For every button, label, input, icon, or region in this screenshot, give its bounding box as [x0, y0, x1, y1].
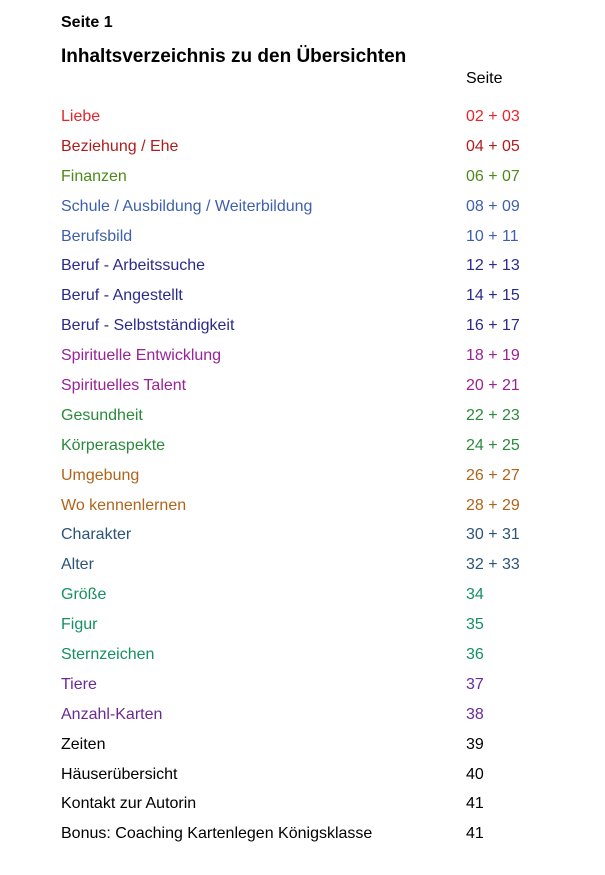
toc-entry-pages: 02 + 03: [466, 108, 520, 125]
toc-entry-title: Berufsbild: [61, 227, 133, 245]
toc-entry[interactable]: [0, 287, 605, 317]
toc-entry[interactable]: [0, 317, 605, 347]
toc-entry-title: Kontakt zur Autorin: [61, 795, 197, 813]
toc-entry[interactable]: [0, 228, 605, 258]
toc-entry-pages: 32 + 33: [466, 556, 520, 574]
toc-entry-title: Schule / Ausbildung / Weiterbildung: [61, 197, 313, 215]
toc-entry[interactable]: [0, 556, 605, 586]
toc-entry[interactable]: [0, 736, 605, 766]
toc-entry-pages: 41: [466, 825, 484, 843]
toc-entry-title: Beruf - Selbstständigkeit: [61, 317, 235, 335]
toc-entry-pages: 36: [466, 646, 484, 664]
toc-entry-title: Beruf - Arbeitssuche: [61, 257, 206, 275]
toc-entry-pages: 14 + 15: [466, 287, 520, 305]
toc-entry-pages: 26 + 27: [466, 466, 520, 484]
toc-entry[interactable]: [0, 377, 605, 407]
table-of-contents: [0, 108, 605, 855]
toc-entry-title: Liebe: [61, 108, 101, 125]
toc-entry-title: Sternzeichen: [61, 646, 155, 664]
toc-entry-title: Tiere: [61, 675, 97, 693]
toc-entry[interactable]: [0, 825, 605, 855]
toc-entry[interactable]: [0, 407, 605, 437]
toc-entry-title: Körperaspekte: [61, 436, 166, 454]
toc-entry-title: Bonus: Coaching Kartenlegen Königsklasse: [61, 825, 373, 843]
toc-entry[interactable]: [0, 497, 605, 527]
toc-entry[interactable]: [0, 198, 605, 228]
toc-entry-pages: 04 + 05: [466, 137, 520, 155]
toc-entry-title: Gesundheit: [61, 406, 143, 424]
toc-entry-title: Häuserübersicht: [61, 765, 178, 783]
toc-entry-pages: 16 + 17: [466, 317, 520, 335]
toc-entry[interactable]: [0, 646, 605, 676]
toc-entry[interactable]: [0, 257, 605, 287]
toc-entry-pages: 40: [466, 765, 484, 783]
toc-entry-title: Umgebung: [61, 466, 140, 484]
toc-entry[interactable]: [0, 526, 605, 556]
toc-entry-pages: 39: [466, 735, 484, 753]
toc-entry[interactable]: [0, 676, 605, 706]
toc-entry-title: Anzahl-Karten: [61, 705, 163, 723]
toc-entry-title: Beruf - Angestellt: [61, 287, 183, 305]
toc-entry[interactable]: [0, 706, 605, 736]
toc-entry-title: Alter: [61, 556, 94, 574]
toc-entry[interactable]: [0, 138, 605, 168]
toc-entry-pages: 22 + 23: [466, 406, 520, 424]
toc-entry-pages: 37: [466, 675, 484, 693]
toc-entry[interactable]: [0, 108, 605, 138]
toc-entry[interactable]: [0, 467, 605, 497]
toc-entry[interactable]: [0, 616, 605, 646]
document-title: Inhaltsverzeichnis zu den Übersichten: [61, 46, 407, 67]
toc-entry-pages: 24 + 25: [466, 436, 520, 454]
toc-entry[interactable]: [0, 437, 605, 467]
toc-entry-title: Finanzen: [61, 167, 127, 185]
page-number-label: Seite 1: [61, 14, 113, 31]
toc-entry-pages: 08 + 09: [466, 197, 520, 215]
toc-entry-pages: 30 + 31: [466, 526, 520, 544]
toc-entry-pages: 12 + 13: [466, 257, 520, 275]
toc-entry-pages: 18 + 19: [466, 347, 520, 365]
toc-entry-title: Spirituelle Entwicklung: [61, 347, 222, 365]
toc-entry-title: Zeiten: [61, 735, 106, 753]
toc-entry[interactable]: [0, 168, 605, 198]
toc-entry-title: Figur: [61, 616, 98, 634]
toc-entry-pages: 20 + 21: [466, 377, 520, 395]
toc-entry[interactable]: [0, 586, 605, 616]
toc-entry[interactable]: [0, 347, 605, 377]
toc-entry-pages: 34: [466, 586, 484, 604]
toc-entry[interactable]: [0, 766, 605, 796]
toc-entry-title: Spirituelles Talent: [61, 377, 187, 395]
toc-entry[interactable]: [0, 795, 605, 825]
pages-column-header: Seite: [466, 70, 503, 87]
toc-entry-pages: 35: [466, 616, 484, 634]
toc-entry-pages: 38: [466, 705, 484, 723]
toc-entry-pages: 28 + 29: [466, 496, 520, 514]
toc-entry-title: Charakter: [61, 526, 132, 544]
toc-entry-pages: 10 + 11: [466, 227, 519, 245]
toc-entry-title: Wo kennenlernen: [61, 496, 187, 514]
toc-entry-title: Größe: [61, 586, 107, 604]
toc-entry-pages: 06 + 07: [466, 167, 520, 185]
toc-entry-title: Beziehung / Ehe: [61, 137, 179, 155]
toc-entry-pages: 41: [466, 795, 484, 813]
